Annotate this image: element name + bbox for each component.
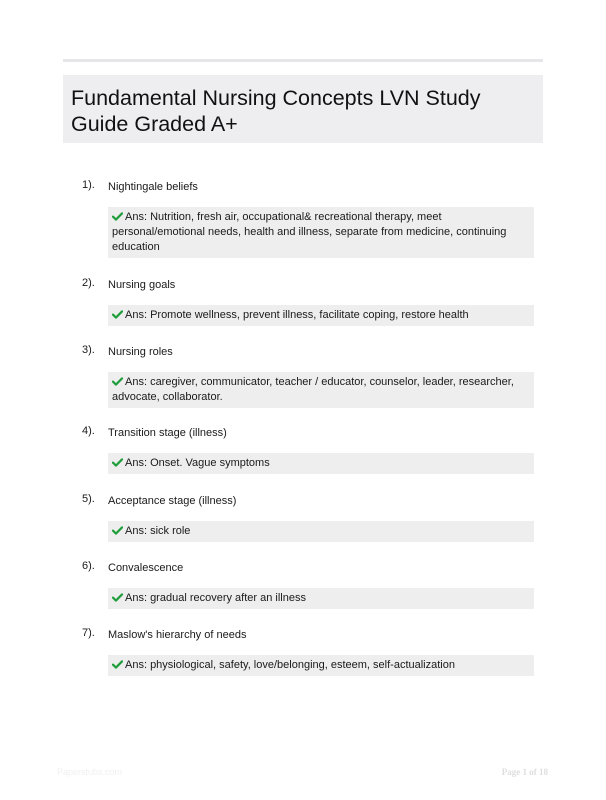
page-number: Page 1 of 18: [501, 767, 548, 777]
question-row: [63, 556, 543, 574]
question-number: 5).: [82, 493, 95, 505]
question-text: Nursing goals: [108, 279, 176, 291]
check-icon: [112, 660, 123, 669]
question-item: [63, 623, 543, 676]
answer-box: [108, 521, 534, 542]
answer-box: [108, 372, 534, 408]
question-row: [63, 489, 543, 507]
question-number: 4).: [82, 425, 95, 437]
question-text: Convalescence: [108, 562, 184, 574]
question-item: [63, 489, 543, 542]
answer-box: [108, 588, 534, 609]
question-text: Acceptance stage (illness): [108, 495, 237, 507]
title-banner: [63, 75, 543, 143]
check-icon: [112, 593, 123, 602]
check-icon: [112, 377, 123, 386]
answer-box: [108, 207, 534, 258]
answer-text: Ans: Onset. Vague symptoms: [125, 457, 270, 469]
header-divider: [63, 59, 543, 62]
question-item: [63, 556, 543, 609]
question-row: [63, 340, 543, 358]
answer-text: Ans: caregiver, communicator, teacher / educator, counselor, leader, researcher, advocate, collaborator.: [112, 376, 514, 403]
check-icon: [112, 310, 123, 319]
answer-text: Ans: sick role: [125, 525, 191, 537]
question-row: [63, 421, 543, 439]
answer-box: [108, 453, 534, 474]
question-text: Nightingale beliefs: [108, 181, 198, 193]
question-item: [63, 273, 543, 326]
question-number: 2).: [82, 277, 95, 289]
question-row: [63, 175, 543, 193]
answer-text: Ans: gradual recovery after an illness: [125, 592, 306, 604]
check-icon: [112, 526, 123, 535]
answer-text: Ans: Promote wellness, prevent illness, facilitate coping, restore health: [125, 309, 469, 321]
document-title: Fundamental Nursing Concepts LVN Study Guide Graded A+: [71, 86, 481, 136]
answer-box: [108, 305, 534, 326]
question-item: [63, 175, 543, 258]
question-number: 6).: [82, 560, 95, 572]
question-row: [63, 623, 543, 641]
answer-box: [108, 655, 534, 676]
question-number: 3).: [82, 344, 95, 356]
question-text: Transition stage (illness): [108, 427, 227, 439]
answer-text: Ans: physiological, safety, love/belonging, esteem, self-actualization: [125, 659, 455, 671]
question-item: [63, 340, 543, 408]
question-list: [63, 161, 543, 676]
footer-watermark: Paperstubs.com: [57, 767, 123, 777]
question-item: [63, 421, 543, 474]
answer-text: Ans: Nutrition, fresh air, occupational& recreational therapy, meet personal/emotional needs, health and illness, separate from medicine, continuing education: [112, 211, 507, 253]
question-number: 7).: [82, 627, 95, 639]
question-number: 1).: [82, 179, 95, 191]
question-row: [63, 273, 543, 291]
question-text: Nursing roles: [108, 346, 173, 358]
check-icon: [112, 212, 123, 221]
question-text: Maslow's hierarchy of needs: [108, 629, 247, 641]
check-icon: [112, 458, 123, 467]
